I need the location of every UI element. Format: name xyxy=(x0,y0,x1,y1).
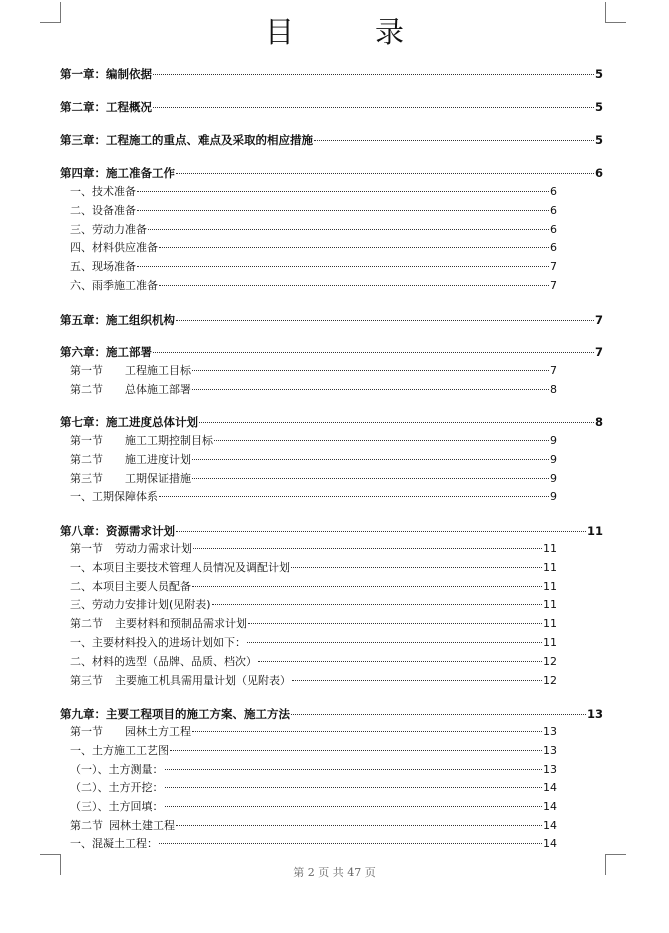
dot-leader xyxy=(170,750,542,751)
toc-entry[interactable]: 一、土方施工工艺图 13 xyxy=(70,744,557,757)
toc-entry-chapter-7[interactable]: 第七章：施工进度总体计划 8 xyxy=(60,415,603,429)
dot-leader xyxy=(176,825,542,826)
dot-leader xyxy=(137,210,549,211)
toc-entry[interactable]: 四、材料供应准备 6 xyxy=(70,241,557,254)
toc-entry[interactable]: 第二节 施工进度计划 9 xyxy=(70,453,557,466)
toc-entry[interactable]: 五、现场准备 7 xyxy=(70,260,557,273)
dot-leader xyxy=(153,107,594,108)
toc-entry[interactable]: 二、设备准备 6 xyxy=(70,204,557,217)
dot-leader xyxy=(153,352,594,353)
toc-entry[interactable]: 第一节 园林土方工程 13 xyxy=(70,725,557,738)
dot-leader xyxy=(258,661,542,662)
dot-leader xyxy=(153,74,594,75)
dot-leader xyxy=(165,806,543,807)
toc-entry[interactable]: 一、混凝土工程： 14 xyxy=(70,837,557,850)
toc-entry-chapter-2[interactable]: 第二章：工程概况 5 xyxy=(60,100,603,114)
toc-entry[interactable]: 三、劳动力安排计划(见附表) 11 xyxy=(70,598,557,611)
toc-entry[interactable]: 一、工期保障体系 9 xyxy=(70,490,557,503)
toc-entry[interactable]: 第一节 工程施工目标 7 xyxy=(70,364,557,377)
dot-leader xyxy=(159,285,549,286)
dot-leader xyxy=(159,247,549,248)
dot-leader xyxy=(199,422,594,423)
toc-entry[interactable]: 第三节 工期保证措施 9 xyxy=(70,472,557,485)
toc-entry[interactable]: 二、本项目主要人员配备 11 xyxy=(70,580,557,593)
dot-leader xyxy=(176,173,594,174)
dot-leader xyxy=(192,731,542,732)
page-title: 目 录 xyxy=(264,15,430,49)
page-footer: 第 2 页 共 47 页 xyxy=(293,866,376,879)
dot-leader xyxy=(137,191,549,192)
dot-leader xyxy=(192,370,549,371)
toc-entry[interactable]: 第二节 园林土建工程 14 xyxy=(70,819,557,832)
toc-entry-chapter-8[interactable]: 第八章：资源需求计划 11 xyxy=(60,524,603,538)
toc-entry[interactable]: 三、劳动力准备 6 xyxy=(70,223,557,236)
dot-leader xyxy=(159,496,549,497)
toc-entry[interactable]: 一、主要材料投入的进场计划如下： 11 xyxy=(70,636,557,649)
dot-leader xyxy=(247,642,542,643)
dot-leader xyxy=(291,714,586,715)
dot-leader xyxy=(176,531,586,532)
toc-entry[interactable]: （一）、土方测量： 13 xyxy=(70,763,557,776)
toc-entry-chapter-1[interactable]: 第一章：编制依据 5 xyxy=(60,67,603,81)
dot-leader xyxy=(192,586,542,587)
dot-leader xyxy=(291,567,542,568)
toc-entry[interactable]: 一、本项目主要技术管理人员情况及调配计划 11 xyxy=(70,561,557,574)
toc-entry[interactable]: 第一节 施工工期控制目标 9 xyxy=(70,434,557,447)
dot-leader xyxy=(192,478,549,479)
toc-entry[interactable]: 一、技术准备 6 xyxy=(70,185,557,198)
dot-leader xyxy=(192,459,549,460)
dot-leader xyxy=(137,266,549,267)
toc-entry[interactable]: 第二节 主要材料和预制品需求计划 11 xyxy=(70,617,557,630)
dot-leader xyxy=(176,320,594,321)
toc-entry-chapter-5[interactable]: 第五章：施工组织机构 7 xyxy=(60,313,603,327)
dot-leader xyxy=(193,548,542,549)
toc-entry[interactable]: （二）、土方开挖： 14 xyxy=(70,781,557,794)
dot-leader xyxy=(165,787,543,788)
dot-leader xyxy=(214,440,549,441)
toc-entry-chapter-9[interactable]: 第九章：主要工程项目的施工方案、施工方法 13 xyxy=(60,707,603,721)
dot-leader xyxy=(292,680,542,681)
toc-entry[interactable]: 第二节 总体施工部署 8 xyxy=(70,383,557,396)
dot-leader xyxy=(192,389,549,390)
dot-leader xyxy=(165,769,543,770)
toc-entry[interactable]: 二、材料的选型（品牌、品质、档次） 12 xyxy=(70,655,557,668)
dot-leader xyxy=(248,623,542,624)
dot-leader xyxy=(314,140,594,141)
toc-entry-chapter-3[interactable]: 第三章：工程施工的重点、难点及采取的相应措施 5 xyxy=(60,133,603,147)
toc-entry[interactable]: 六、雨季施工准备 7 xyxy=(70,279,557,292)
dot-leader xyxy=(148,229,549,230)
toc-entry[interactable]: 第三节 主要施工机具需用量计划（见附表） 12 xyxy=(70,674,557,687)
toc-entry[interactable]: （三）、土方回填： 14 xyxy=(70,800,557,813)
toc-entry-chapter-6[interactable]: 第六章：施工部署 7 xyxy=(60,345,603,359)
dot-leader xyxy=(212,604,542,605)
toc-entry[interactable]: 第一节 劳动力需求计划 11 xyxy=(70,542,557,555)
dot-leader xyxy=(159,843,542,844)
toc-entry-chapter-4[interactable]: 第四章：施工准备工作 6 xyxy=(60,166,603,180)
